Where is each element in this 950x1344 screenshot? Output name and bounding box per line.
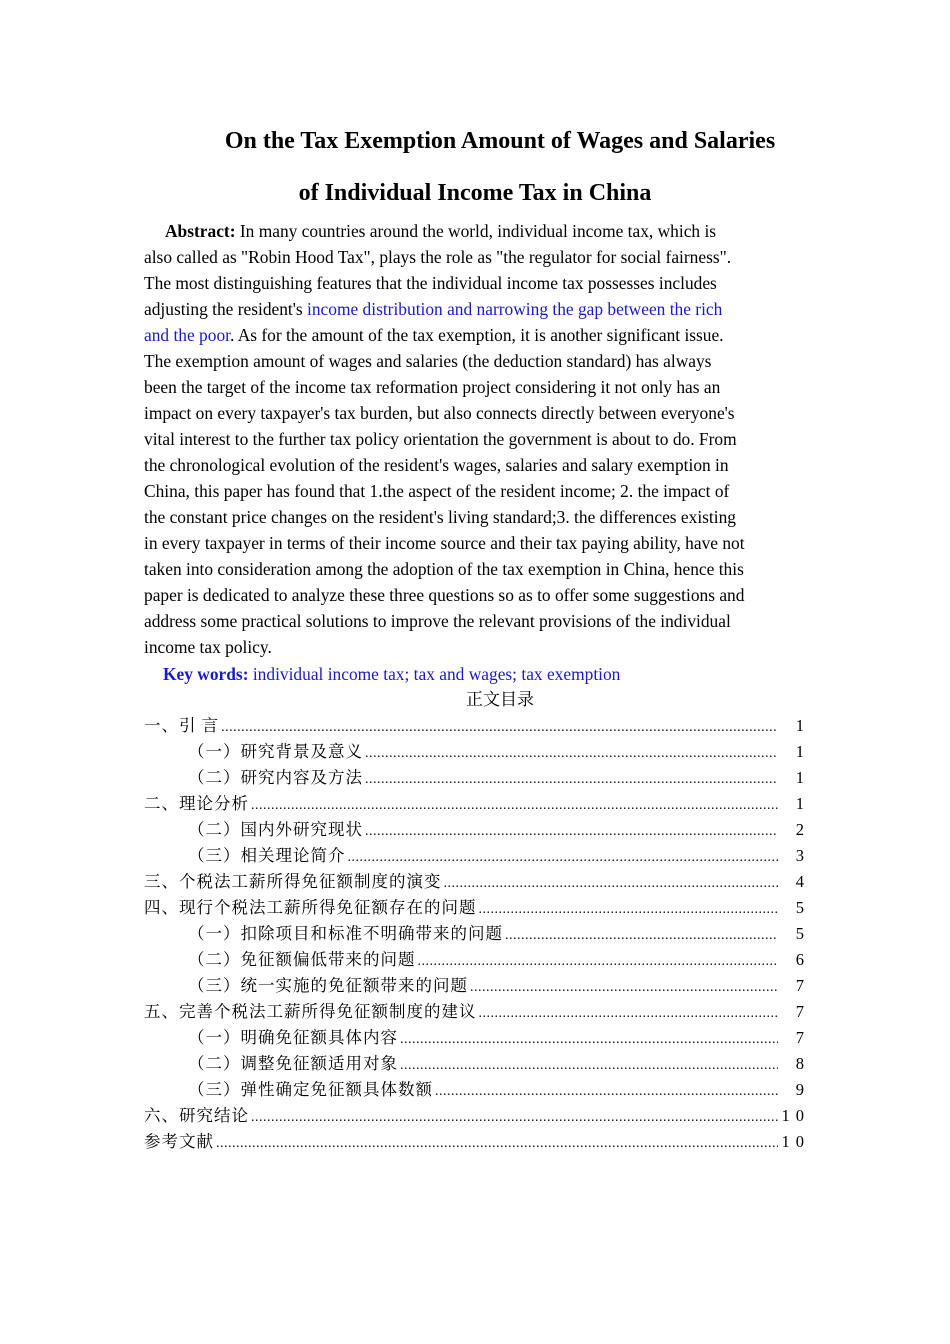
abstract-line: also called as "Robin Hood Tax", plays the role as "the regulator for social fairness".: [144, 247, 732, 267]
toc-leader-dots: [479, 897, 779, 923]
toc-leader-dots: [251, 1105, 778, 1131]
abstract-line: vital interest to the further tax policy orientation the government is about to do. From: [144, 429, 737, 449]
abstract-line: China, this paper has found that 1.the aspect of the resident income; 2. the impact of: [144, 481, 730, 501]
toc-leader-dots: [435, 1079, 778, 1105]
toc-page-number: 6: [795, 950, 810, 969]
toc-entry[interactable]: [144, 999, 810, 1025]
toc-leader-dots: [365, 767, 778, 793]
toc-page-number: 5: [795, 924, 810, 943]
toc-entry[interactable]: [144, 817, 810, 843]
toc-entry-label: （一）明确免征额具体内容: [188, 1028, 398, 1047]
table-of-contents: [144, 713, 810, 1155]
abstract-line: [144, 218, 808, 244]
toc-entry[interactable]: [144, 973, 810, 999]
toc-entry[interactable]: [144, 947, 810, 973]
toc-entry-label: 三、个税法工薪所得免征额制度的演变: [144, 872, 442, 891]
toc-entry[interactable]: [144, 869, 810, 895]
toc-entry[interactable]: [144, 843, 810, 869]
toc-leader-dots: [444, 871, 779, 897]
toc-entry[interactable]: [144, 1077, 810, 1103]
toc-entry[interactable]: [144, 791, 810, 817]
paper-title-line-2: of Individual Income Tax in China: [298, 180, 652, 206]
keywords-line: [163, 661, 620, 687]
abstract-line: impact on every taxpayer's tax burden, but also connects directly between everyone's: [144, 403, 735, 423]
abstract-line: paper is dedicated to analyze these three questions so as to offer some suggestions and: [144, 585, 745, 605]
abstract-line: income tax policy.: [144, 637, 272, 657]
toc-page-number: 7: [795, 976, 810, 995]
toc-entry-label: （二）调整免征额适用对象: [188, 1054, 398, 1073]
toc-leader-dots: [418, 949, 779, 975]
abstract-line: [144, 296, 808, 322]
abstract-line: taken into consideration among the adoption of the tax exemption in China, hence this: [144, 559, 744, 579]
toc-entry[interactable]: [144, 713, 810, 739]
paper-title-line-1: On the Tax Exemption Amount of Wages and Salaries: [224, 128, 776, 154]
abstract-text: adjusting the resident's: [144, 299, 308, 319]
toc-entry-label: （二）国内外研究现状: [188, 820, 363, 839]
toc-entry-label: （三）相关理论简介: [188, 846, 346, 865]
abstract-text: . As for the amount of the tax exemption, it is another significant issue.: [229, 325, 724, 345]
abstract-line: been the target of the income tax reformation project considering it not only has an: [144, 377, 721, 397]
toc-page-number: 1: [795, 768, 810, 787]
toc-entry[interactable]: [144, 921, 810, 947]
keywords-text: individual income tax; tax and wages; tax exemption: [248, 664, 621, 684]
toc-page-number: 7: [795, 1002, 810, 1021]
toc-leader-dots: [221, 715, 778, 741]
highlighted-phrase: and the poor: [144, 325, 230, 345]
toc-entry[interactable]: [144, 1051, 810, 1077]
toc-entry-label: 五、完善个税法工薪所得免征额制度的建议: [144, 1002, 477, 1021]
toc-entry[interactable]: [144, 739, 810, 765]
toc-title: 正文目录: [466, 690, 534, 709]
toc-leader-dots: [400, 1027, 778, 1053]
toc-page-number: 1: [795, 794, 810, 813]
toc-leader-dots: [470, 975, 778, 1001]
toc-entry-label: 二、理论分析: [144, 794, 249, 813]
toc-entry-label: （二）免征额偏低带来的问题: [188, 950, 416, 969]
abstract-line: The most distinguishing features that the individual income tax possesses includes: [144, 273, 717, 293]
toc-page-number: 10: [781, 1106, 810, 1125]
toc-entry[interactable]: [144, 1103, 810, 1129]
toc-leader-dots: [365, 819, 778, 845]
abstract-line: [144, 322, 808, 348]
toc-entry-label: 一、引 言: [144, 716, 220, 735]
toc-leader-dots: [479, 1001, 779, 1027]
keywords-label: Key words:: [163, 664, 249, 684]
toc-entry-label: （一）扣除项目和标准不明确带来的问题: [188, 924, 503, 943]
abstract-label: Abstract:: [165, 221, 236, 241]
toc-leader-dots: [251, 793, 778, 819]
toc-entry[interactable]: [144, 1129, 810, 1155]
abstract-line: The exemption amount of wages and salaries (the deduction standard) has always: [144, 351, 712, 371]
abstract-line: the chronological evolution of the resident's wages, salaries and salary exemption in: [144, 455, 729, 475]
toc-leader-dots: [400, 1053, 778, 1079]
toc-entry[interactable]: [144, 1025, 810, 1051]
toc-leader-dots: [216, 1131, 778, 1157]
abstract-line: in every taxpayer in terms of their income source and their tax paying ability, have not: [144, 533, 745, 553]
toc-page-number: 1: [795, 742, 810, 761]
toc-page-number: 7: [795, 1028, 810, 1047]
toc-page-number: 5: [795, 898, 810, 917]
toc-entry-label: （三）统一实施的免征额带来的问题: [188, 976, 468, 995]
toc-page-number: 8: [795, 1054, 810, 1073]
toc-leader-dots: [348, 845, 779, 871]
toc-leader-dots: [365, 741, 778, 767]
toc-page-number: 9: [795, 1080, 810, 1099]
toc-entry-label: （一）研究背景及意义: [188, 742, 363, 761]
toc-page-number: 3: [795, 846, 810, 865]
toc-entry-label: （二）研究内容及方法: [188, 768, 363, 787]
toc-entry-label: 参考文献: [144, 1132, 214, 1151]
toc-entry[interactable]: [144, 765, 810, 791]
abstract-text: In many countries around the world, individual income tax, which is: [235, 221, 717, 241]
toc-entry-label: 六、研究结论: [144, 1106, 249, 1125]
abstract-line: the constant price changes on the resident's living standard;3. the differences existing: [144, 507, 736, 527]
toc-page-number: 1: [795, 716, 810, 735]
toc-entry-label: 四、现行个税法工薪所得免征额存在的问题: [144, 898, 477, 917]
abstract-paragraph: [144, 218, 808, 660]
highlighted-phrase: income distribution and narrowing the gap between the rich: [307, 299, 723, 319]
toc-page-number: 2: [795, 820, 810, 839]
toc-leader-dots: [505, 923, 778, 949]
abstract-line: address some practical solutions to improve the relevant provisions of the individual: [144, 611, 731, 631]
toc-entry-label: （三）弹性确定免征额具体数额: [188, 1080, 433, 1099]
toc-entry[interactable]: [144, 895, 810, 921]
toc-page-number: 4: [795, 872, 810, 891]
toc-page-number: 10: [781, 1132, 810, 1151]
